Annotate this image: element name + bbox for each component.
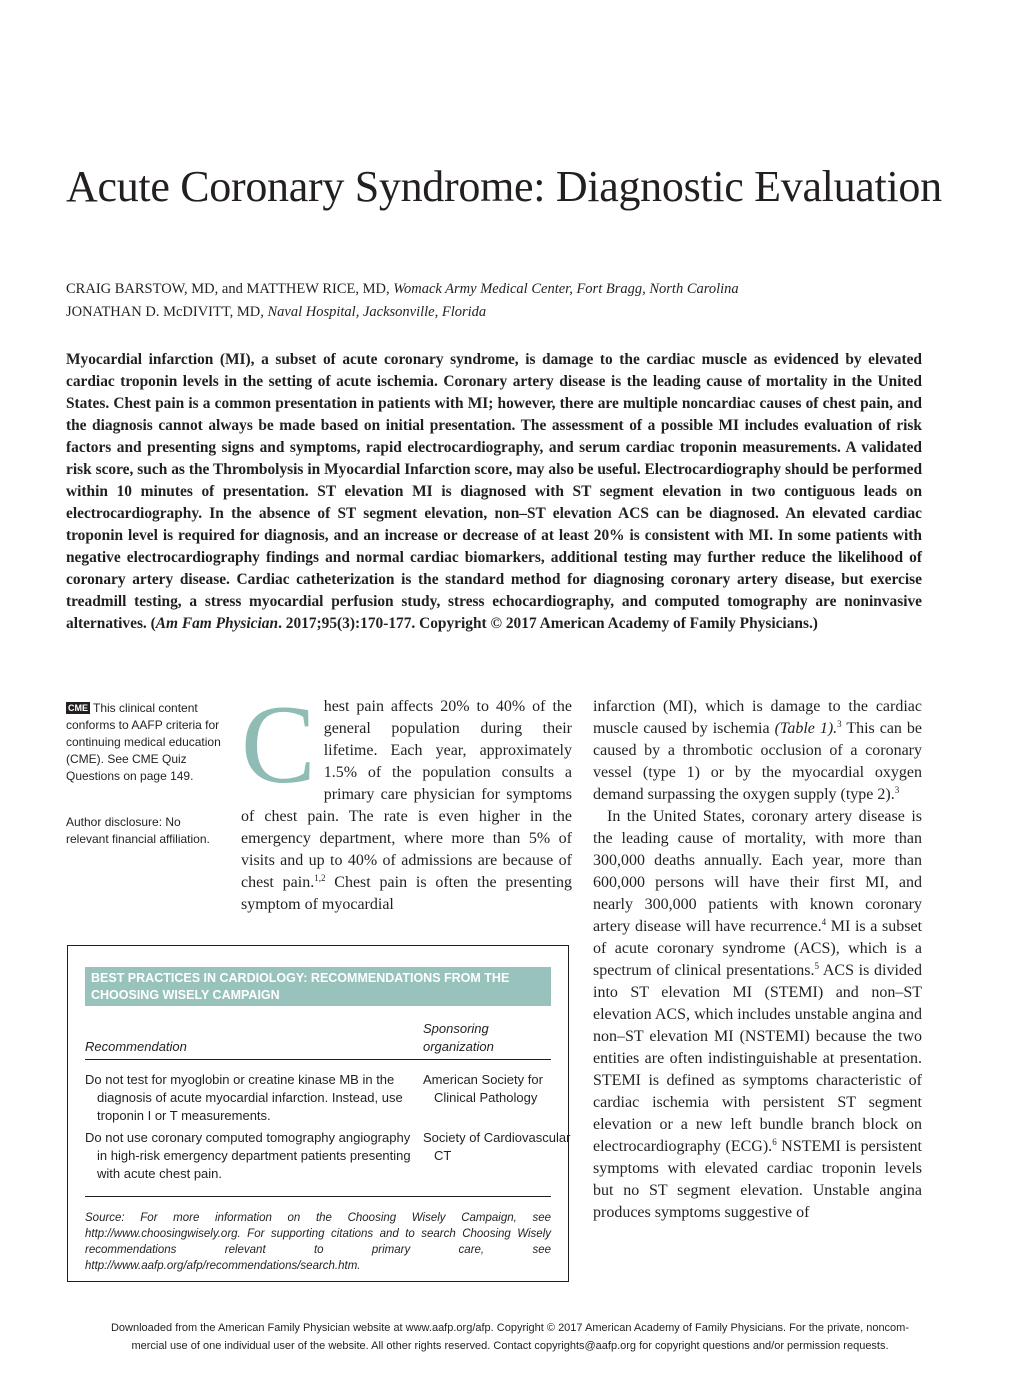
author-names-2: JONATHAN D. McDIVITT, MD, xyxy=(66,304,264,320)
affiliation-2: Naval Hospital, Jacksonville, Florida xyxy=(267,304,487,320)
col2-p2-text-d: NSTEMI is persistent symptoms with elevated cardiac troponin levels but no ST segment elevation. Unstable angina produces symptoms suggestive of xyxy=(593,1138,923,1221)
col2-p2-text-b: MI is a subset of acute coronary syndrome (ACS), which is a spectrum of clinical presentations. xyxy=(593,918,923,979)
box-source-note: Source: For more information on the Choosing Wisely Campaign, see http://www.choosingwisely.org. For supporting citations and to search Choosing Wisely recommendations relevant to primary care, see http://www.aafp.org/afp/recommendations/search.htm. xyxy=(85,1212,551,1272)
body-column-2 xyxy=(593,696,922,1224)
drop-cap: C xyxy=(241,683,316,807)
abstract-citation-journal: Am Fam Physician xyxy=(155,615,279,632)
author-line-1 xyxy=(66,280,739,298)
col2-paragraph-2 xyxy=(593,806,922,1224)
column-header-recommendation: Recommendation xyxy=(85,1039,187,1054)
download-footer xyxy=(60,1319,960,1355)
col1-text-b: Chest pain is often the presenting symptom of myocardial xyxy=(241,874,573,913)
header-rule xyxy=(85,1059,551,1060)
col2-p2-text-a: In the United States, coronary artery disease is the leading cause of mortality, with more than 300,000 deaths annually. Each year, more than 600,000 persons will have their first MI, and nearly 300,000 patients with known coronary artery disease will have recurrence. xyxy=(593,808,922,935)
affiliation-1: Womack Army Medical Center, Fort Bragg, North Carolina xyxy=(393,281,739,297)
abstract-text: Myocardial infarction (MI), a subset of acute coronary syndrome, is damage to the cardiac muscle as evidenced by elevated cardiac troponin levels in the setting of acute ischemia. Coronary artery disease is the leading cause of mortality in the United States. Chest pain is a common presentation in patients with MI; however, there are multiple noncardiac causes of chest pain, and the diagnosis cannot always be made based on initial presentation. The assessment of a possible MI includes evaluation of risk factors and presenting signs and symptoms, rapid electrocardiography, and serum cardiac troponin measurements. A validated risk score, such as the Thrombolysis in Myocardial Infarction score, may also be useful. Electrocardiography should be performed within 10 minutes of presentation. ST elevation MI is diagnosed with ST segment elevation in two contiguous leads on electrocardiography. In the absence of ST segment elevation, non–ST elevation ACS can be diagnosed. An elevated cardiac troponin level is required for diagnosis, and an increase or decrease of at least 20% is consistent with MI. In some patients with negative electrocardiography findings and normal cardiac biomarkers, additional testing may further reduce the likelihood of coronary artery disease. Cardiac catheterization is the standard method for diagnosing coronary artery disease, but exercise treadmill testing, a stress myocardial perfusion study, stress echocardiography, and computed tomography are noninvasive alternatives. ( xyxy=(66,351,922,632)
cme-text: This clinical content conforms to AAFP criteria for continuing medical education (CME). See CME Quiz Questions on page 149. xyxy=(66,701,221,783)
col2-p1-text-a: infarction (MI), which is damage to the cardiac muscle caused by ischemia xyxy=(593,698,922,737)
table-row-1-recommendation: Do not test for myoglobin or creatine kinase MB in the diagnosis of acute myocardial infarction. Instead, use troponin I or T measurements. xyxy=(85,1072,403,1123)
col1-text-a: hest pain affects 20% to 40% of the general population during their lifetime. Each year, approximately 1.5% of the population consults a primary care physician for symptoms of chest pain. The rate is even higher in the emergency department, where more than 5% of visits and up to 40% of admissions are because of chest pain. xyxy=(241,698,572,891)
table-row-2-recommendation: Do not use coronary computed tomography angiography in high-risk emergency department patients presenting with acute chest pain. xyxy=(85,1130,411,1181)
article-title: Acute Coronary Syndrome: Diagnostic Evaluation xyxy=(66,162,942,211)
abstract xyxy=(66,349,922,635)
reference-superscript: 3 xyxy=(894,785,900,795)
reference-superscript: 6 xyxy=(772,1137,777,1147)
author-disclosure: Author disclosure: No relevant financial affiliation. xyxy=(66,815,210,846)
reference-superscript: 4 xyxy=(821,917,827,927)
table-reference-link[interactable]: (Table 1). xyxy=(774,720,838,737)
table-bottom-rule xyxy=(85,1196,551,1197)
column-header-organization-1: Sponsoring xyxy=(423,1021,489,1036)
reference-superscript: 1,2 xyxy=(314,873,326,883)
table-row-1-organization: American Society for Clinical Pathology xyxy=(423,1072,543,1105)
cme-badge: CME xyxy=(68,703,88,713)
cme-note xyxy=(66,700,226,785)
table-row-2-organization: Society of Cardiovascular CT xyxy=(423,1130,571,1163)
col2-paragraph-1 xyxy=(593,696,922,806)
column-header-organization-2: organization xyxy=(423,1039,494,1054)
abstract-citation-rest: . 2017;95(3):170-177. Copyright © 2017 American Academy of Family Physicians.) xyxy=(278,615,818,632)
footer-line-2: mercial use of one individual user of the website. All other rights reserved. Contact copyrights@aafp.org for copyright questions and/or permission requests. xyxy=(131,1340,889,1352)
col2-p2-text-c: ACS is divided into ST elevation MI (STEMI) and non–ST elevation ACS, which includes unstable angina and non–ST elevation MI (NSTEMI) because the two entities are often indistinguishable at presentation. STEMI is defined as symptoms characteristic of cardiac ischemia with persistent ST segment elevation or a new left bundle branch block on electrocardiography (ECG). xyxy=(593,962,923,1155)
footer-line-1: Downloaded from the American Family Physician website at www.aafp.org/afp. Copyright © 2017 American Academy of Family Physicians. For the private, noncom- xyxy=(110,1322,909,1334)
body-column-1 xyxy=(241,683,573,916)
col2-p1-text-b: This can be caused by a thrombotic occlusion of a coronary vessel (type 1) or by the myocardial oxygen demand surpassing the oxygen supply (type 2). xyxy=(593,720,922,803)
author-names-1: CRAIG BARSTOW, MD, and MATTHEW RICE, MD, xyxy=(66,281,390,297)
box-header: BEST PRACTICES IN CARDIOLOGY: RECOMMENDATIONS FROM THE CHOOSING WISELY CAMPAIGN xyxy=(85,967,551,1006)
reference-superscript: 5 xyxy=(814,961,820,971)
author-line-2 xyxy=(66,303,486,321)
recommendations-box xyxy=(67,945,569,1282)
reference-superscript: 3 xyxy=(837,719,842,729)
